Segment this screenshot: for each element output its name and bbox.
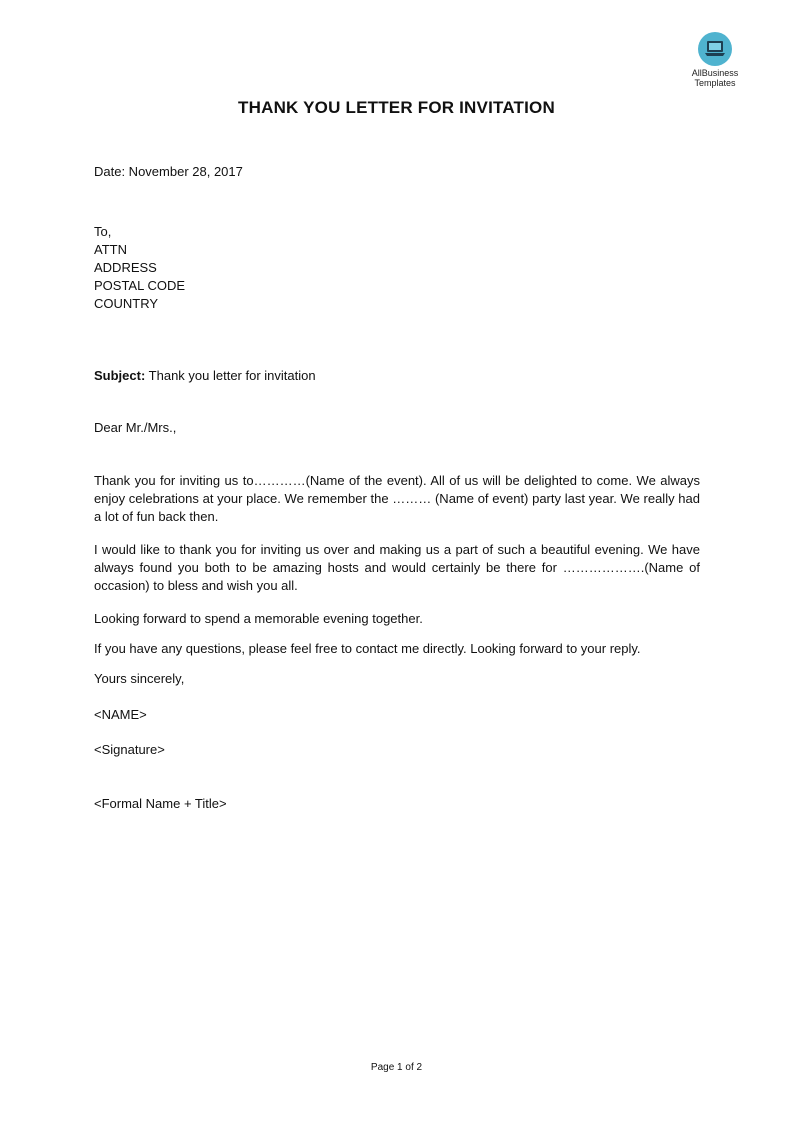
letter-date: Date: November 28, 2017 xyxy=(94,164,243,179)
laptop-icon xyxy=(704,40,726,58)
recipient-address xyxy=(94,223,700,313)
subject-text: Thank you letter for invitation xyxy=(145,368,316,383)
address-line: ADDRESS xyxy=(94,260,157,275)
formal-name-placeholder: <Formal Name + Title> xyxy=(94,796,227,811)
signature-placeholder: <Signature> xyxy=(94,742,165,757)
body-paragraph: I would like to thank you for inviting us over and making us a part of such a beautiful evening. We have always found you both to be amazing hosts and would certainly be there for ……………….(Name of occasion) to bless and wish you all. xyxy=(94,542,700,593)
document-title: THANK YOU LETTER FOR INVITATION xyxy=(238,98,555,117)
salutation: Dear Mr./Mrs., xyxy=(94,420,177,435)
name-placeholder: <NAME> xyxy=(94,707,147,722)
logo-line-1: AllBusiness xyxy=(691,68,739,78)
body-paragraph: If you have any questions, please feel free to contact me directly. Looking forward to your reply. xyxy=(94,641,641,656)
body-paragraph: Thank you for inviting us to…………(Name of the event). All of us will be delighted to come. We always enjoy celebrations at your place. We remember the ……… (Name of event) party last year. We really had a lot of fun back then. xyxy=(94,473,700,524)
address-line: ATTN xyxy=(94,242,127,257)
closing: Yours sincerely, xyxy=(94,671,185,686)
body-paragraph: Looking forward to spend a memorable evening together. xyxy=(94,611,423,626)
subject-label: Subject: xyxy=(94,368,146,383)
logo-badge xyxy=(698,32,732,66)
logo-text xyxy=(688,68,742,88)
subject-line xyxy=(94,367,700,385)
company-logo xyxy=(688,32,742,88)
address-line: COUNTRY xyxy=(94,296,159,311)
address-line: POSTAL CODE xyxy=(94,278,186,293)
page-number: Page 1 of 2 xyxy=(370,1062,423,1073)
logo-line-2: Templates xyxy=(694,78,736,88)
address-line: To, xyxy=(94,224,112,239)
